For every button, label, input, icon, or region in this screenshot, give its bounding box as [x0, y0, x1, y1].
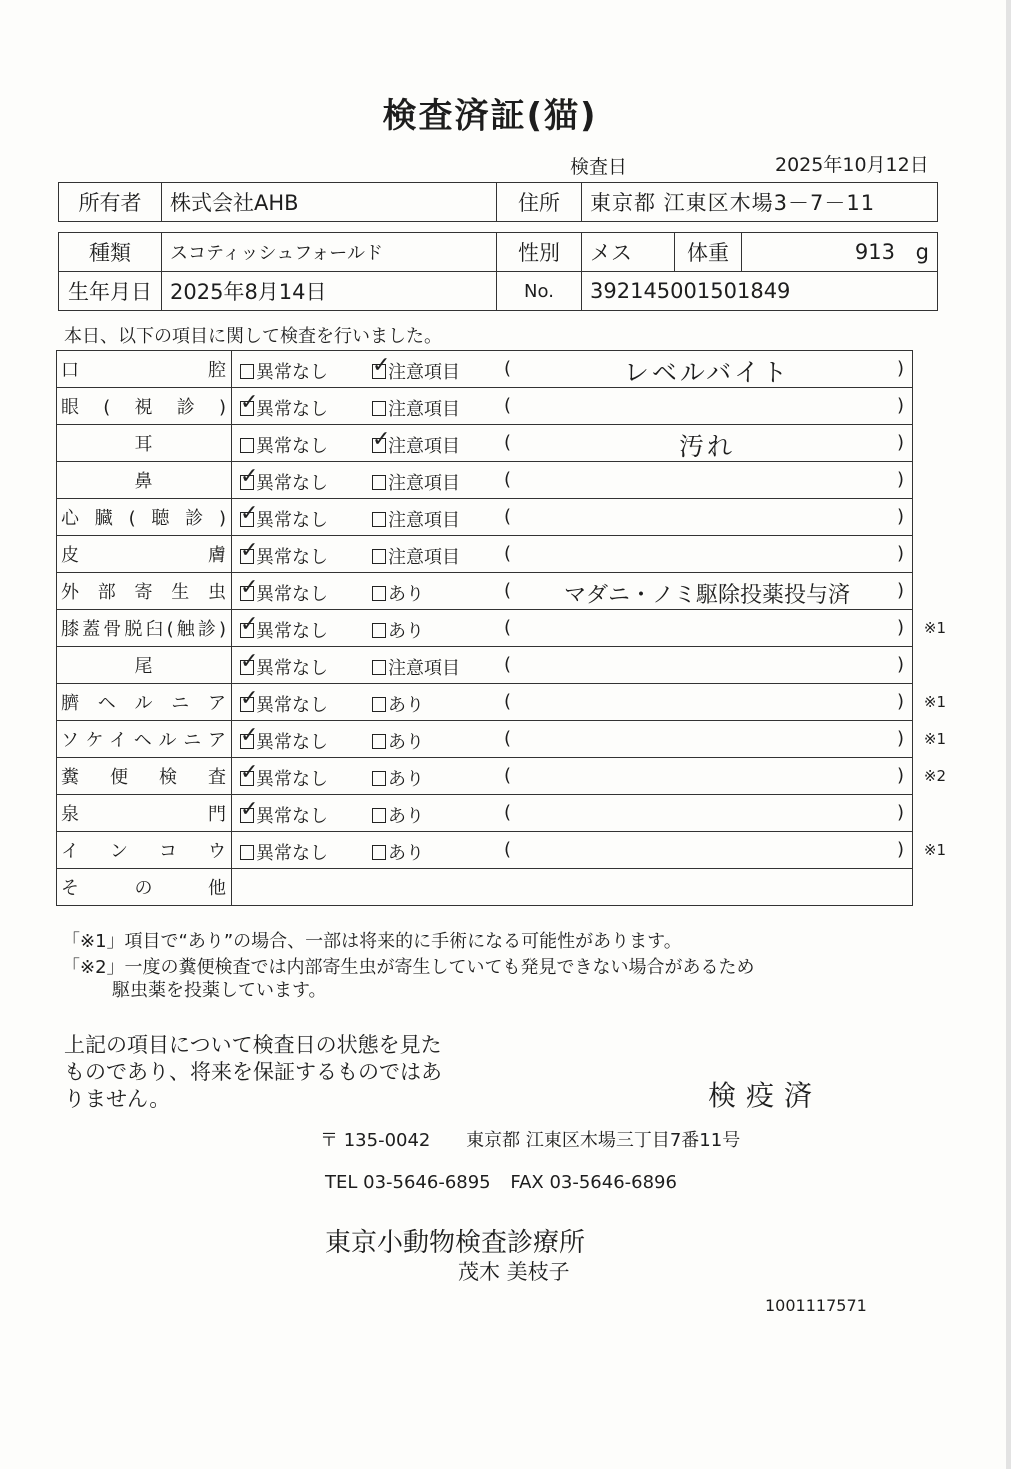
checkbox [372, 401, 386, 416]
normal-option [240, 649, 328, 680]
weight-label: 体重 [675, 233, 742, 272]
open-paren: ( [504, 432, 512, 453]
exam-row [57, 425, 913, 462]
exam-note: レベルバイト [623, 358, 791, 387]
normal-option [240, 839, 328, 865]
weight-cell [742, 233, 938, 272]
exam-item-label: 眼(視診) [61, 397, 227, 418]
checkmark-icon: ✓ [240, 390, 259, 415]
exam-item-label: インコウ [61, 841, 227, 862]
attention-option [372, 691, 424, 717]
open-paren: ( [504, 617, 512, 638]
birth-value: 2025年8月14日 [162, 272, 497, 311]
checkmark-icon: ✓ [240, 464, 259, 489]
option-label: あり [388, 732, 424, 753]
checkmark-icon: ✓ [240, 649, 259, 674]
exam-options-cell [232, 721, 946, 758]
checkbox [240, 575, 259, 601]
option-label: 異常なし [256, 806, 328, 827]
exam-item-cell [57, 388, 232, 425]
option-label: 異常なし [256, 399, 328, 420]
weight-unit: g [915, 240, 929, 264]
owner-value: 株式会社AHB [162, 183, 497, 222]
attention-option [372, 353, 460, 384]
attention-option [372, 580, 424, 606]
page-title: 検査済証(猫) [382, 96, 598, 136]
checkbox [240, 364, 254, 379]
checkbox [372, 512, 386, 527]
attention-option [372, 654, 460, 680]
attention-option [372, 427, 460, 458]
exam-date-value: 2025年10月12日 [775, 154, 929, 176]
checkbox [372, 586, 386, 601]
animal-table [58, 232, 938, 311]
exam-options-cell [232, 351, 913, 388]
checkbox [372, 808, 386, 823]
birth-label: 生年月日 [59, 272, 162, 311]
checkmark-icon: ✓ [240, 501, 259, 526]
checkbox [240, 760, 259, 786]
exam-item-label: 膝蓋骨脱臼(触診) [61, 619, 227, 640]
footnote-mark: ※1 [923, 693, 946, 711]
exam-table [56, 350, 946, 906]
option-label: 注意項目 [388, 510, 460, 531]
close-paren: ) [896, 506, 904, 527]
address-label: 住所 [497, 183, 582, 222]
exam-item-cell [57, 647, 232, 684]
exam-note: マダニ・ノミ駆除投薬投与済 [563, 583, 850, 608]
open-paren: ( [504, 469, 512, 490]
exam-item-cell [57, 832, 232, 869]
exam-item-label: 鼻 [134, 471, 154, 492]
attention-option [372, 617, 424, 643]
exam-item-label: 臍ヘルニア [61, 693, 227, 714]
option-label: 異常なし [256, 510, 328, 531]
checkmark-icon: ✓ [240, 686, 259, 711]
close-paren: ) [896, 691, 904, 712]
close-paren: ) [896, 654, 904, 675]
checkmark-icon: ✓ [372, 427, 391, 452]
owner-label: 所有者 [59, 183, 162, 222]
checkbox [240, 464, 259, 490]
open-paren: ( [504, 728, 512, 749]
exam-item-label: 糞便検査 [61, 767, 227, 788]
document-number: 1001117571 [765, 1296, 867, 1315]
open-paren: ( [504, 765, 512, 786]
exam-item-cell [57, 351, 232, 388]
close-paren: ) [896, 469, 904, 490]
breed-label: 種類 [59, 233, 162, 272]
checkbox [372, 427, 391, 453]
checkbox [372, 845, 386, 860]
checkmark-icon: ✓ [240, 575, 259, 600]
option-label: あり [388, 769, 424, 790]
close-paren: ) [896, 358, 904, 379]
checkbox [240, 686, 259, 712]
normal-option [240, 723, 328, 754]
normal-option [240, 358, 328, 384]
exam-item-label: 泉門 [61, 804, 227, 825]
option-label: 異常なし [256, 695, 328, 716]
option-label: 注意項目 [388, 473, 460, 494]
option-label: 注意項目 [388, 362, 460, 383]
open-paren: ( [504, 691, 512, 712]
option-label: 異常なし [256, 843, 328, 864]
exam-options-cell [232, 425, 913, 462]
attention-option [372, 506, 460, 532]
attention-option [372, 802, 424, 828]
clinic-contact-line [325, 1172, 677, 1193]
clinic-tel: TEL 03-5646-6895 [325, 1172, 491, 1193]
option-label: 異常なし [256, 658, 328, 679]
open-paren: ( [504, 802, 512, 823]
footnote-1: 「※1」項目で“あり”の場合、一部は将来的に手術になる可能性があります。 [62, 931, 682, 952]
exam-item-label: 皮膚 [61, 545, 227, 566]
vet-name: 茂木 美枝子 [458, 1260, 570, 1284]
exam-date-label: 検査日 [570, 156, 628, 178]
exam-row [57, 351, 913, 388]
checkbox [240, 612, 259, 638]
close-paren: ) [896, 432, 904, 453]
close-paren: ) [896, 802, 904, 823]
attention-option [372, 543, 460, 569]
checkmark-icon: ✓ [372, 353, 391, 378]
open-paren: ( [504, 395, 512, 416]
exam-row [57, 832, 913, 869]
footnote-3: 駆虫薬を投薬しています。 [112, 980, 327, 1001]
exam-row [57, 536, 913, 573]
checkbox [240, 438, 254, 453]
normal-option [240, 538, 328, 569]
clinic-fax: FAX 03-5646-6896 [510, 1172, 677, 1193]
normal-option [240, 432, 328, 458]
checkbox [372, 353, 391, 379]
attention-option [372, 728, 424, 754]
exam-item-cell [57, 610, 232, 647]
close-paren: ) [896, 728, 904, 749]
exam-item-cell [57, 795, 232, 832]
exam-item-cell [57, 462, 232, 499]
checkbox [372, 697, 386, 712]
exam-row [57, 610, 913, 647]
checkbox [372, 660, 386, 675]
exam-row [57, 499, 913, 536]
normal-option [240, 575, 328, 606]
exam-item-cell [57, 721, 232, 758]
option-label: 異常なし [256, 473, 328, 494]
close-paren: ) [896, 543, 904, 564]
exam-row [57, 758, 913, 795]
normal-option [240, 501, 328, 532]
exam-row [57, 795, 913, 832]
close-paren: ) [896, 580, 904, 601]
exam-options-cell [232, 795, 913, 832]
checkmark-icon: ✓ [240, 538, 259, 563]
checkbox [372, 549, 386, 564]
exam-item-cell [57, 758, 232, 795]
exam-row [57, 573, 913, 610]
normal-option [240, 797, 328, 828]
exam-options-cell [232, 647, 913, 684]
clinic-address: 東京都 江東区木場三丁目7番11号 [466, 1130, 741, 1151]
option-label: 注意項目 [388, 436, 460, 457]
intro-text: 本日、以下の項目に関して検査を行いました。 [64, 326, 442, 347]
checkmark-icon: ✓ [240, 723, 259, 748]
option-label: あり [388, 843, 424, 864]
option-label: 異常なし [256, 362, 328, 383]
exam-item-cell [57, 869, 232, 906]
exam-item-cell [57, 684, 232, 721]
checkbox [240, 797, 259, 823]
option-label: 異常なし [256, 732, 328, 753]
exam-options-cell [232, 573, 913, 610]
option-label: あり [388, 621, 424, 642]
exam-options-cell [232, 610, 946, 647]
exam-note: 汚れ [678, 432, 735, 461]
exam-row [57, 721, 913, 758]
exam-row [57, 462, 913, 499]
checkbox [372, 771, 386, 786]
statement-text: 上記の項目について検査日の状態を見たものであり、将来を保証するものではありません。 [64, 1033, 442, 1111]
exam-item-label: 外部寄生虫 [61, 582, 227, 603]
checkmark-icon: ✓ [240, 612, 259, 637]
footnote-mark: ※1 [923, 841, 946, 859]
open-paren: ( [504, 506, 512, 527]
breed-value: スコティッシュフォールド [162, 233, 497, 272]
weight-value: 913 [854, 240, 895, 264]
exam-item-label: 耳 [134, 434, 154, 455]
scan-edge [1006, 0, 1011, 1469]
exam-row [57, 647, 913, 684]
attention-option [372, 469, 460, 495]
exam-row [57, 684, 913, 721]
checkbox [240, 723, 259, 749]
exam-options-cell [232, 499, 913, 536]
exam-row-other [57, 869, 913, 906]
normal-option [240, 612, 328, 643]
open-paren: ( [504, 358, 512, 379]
exam-options-cell [232, 758, 946, 795]
attention-option [372, 395, 460, 421]
open-paren: ( [504, 580, 512, 601]
option-label: 注意項目 [388, 399, 460, 420]
exam-item-cell [57, 425, 232, 462]
owner-table [58, 182, 938, 222]
open-paren: ( [504, 654, 512, 675]
quarantine-stamp: 検疫済 [708, 1079, 823, 1112]
checkmark-icon: ✓ [240, 760, 259, 785]
exam-options-cell [232, 536, 913, 573]
clinic-address-line [320, 1126, 740, 1152]
normal-option [240, 760, 328, 791]
checkbox [372, 475, 386, 490]
attention-option [372, 839, 424, 865]
exam-item-label: 尾 [134, 656, 154, 677]
option-label: 異常なし [256, 547, 328, 568]
close-paren: ) [896, 617, 904, 638]
normal-option [240, 464, 328, 495]
option-label: あり [388, 584, 424, 605]
footnote-mark: ※2 [923, 767, 946, 785]
checkbox [240, 538, 259, 564]
footnote-mark: ※1 [923, 619, 946, 637]
exam-item-label: 口腔 [61, 360, 227, 381]
open-paren: ( [504, 543, 512, 564]
exam-item-cell [57, 573, 232, 610]
footnote-mark: ※1 [923, 730, 946, 748]
exam-options-cell [232, 462, 913, 499]
no-value: 392145001501849 [582, 272, 938, 311]
checkbox [240, 501, 259, 527]
option-label: 注意項目 [388, 547, 460, 568]
clinic-postal: 〒 135-0042 [320, 1130, 431, 1151]
exam-item-label: 心臓(聴診) [61, 508, 227, 529]
checkbox [372, 623, 386, 638]
other-value-cell [232, 869, 913, 906]
close-paren: ) [896, 765, 904, 786]
sex-value: メス [582, 233, 675, 272]
exam-item-cell [57, 536, 232, 573]
attention-option [372, 765, 424, 791]
checkmark-icon: ✓ [240, 797, 259, 822]
option-label: あり [388, 806, 424, 827]
exam-options-cell [232, 388, 913, 425]
option-label: 異常なし [256, 769, 328, 790]
exam-row [57, 388, 913, 425]
clinic-name: 東京小動物検査診療所 [325, 1228, 586, 1258]
option-label: 注意項目 [388, 658, 460, 679]
close-paren: ) [896, 839, 904, 860]
checkbox [372, 734, 386, 749]
exam-item-cell [57, 499, 232, 536]
option-label: 異常なし [256, 584, 328, 605]
sex-label: 性別 [497, 233, 582, 272]
checkbox [240, 845, 254, 860]
checkbox [240, 390, 259, 416]
exam-options-cell [232, 832, 946, 869]
checkbox [240, 649, 259, 675]
exam-options-cell [232, 684, 946, 721]
address-value: 東京都 江東区木場3－7－11 [582, 183, 938, 222]
normal-option [240, 686, 328, 717]
footnote-2: 「※2」一度の糞便検査では内部寄生虫が寄生していても発見できない場合があるため [62, 957, 755, 978]
exam-item-label: ソケイヘルニア [61, 730, 227, 751]
open-paren: ( [504, 839, 512, 860]
normal-option [240, 390, 328, 421]
option-label: 異常なし [256, 621, 328, 642]
other-label: その他 [61, 878, 227, 899]
option-label: 異常なし [256, 436, 328, 457]
close-paren: ) [896, 395, 904, 416]
no-label: No. [497, 272, 582, 311]
option-label: あり [388, 695, 424, 716]
